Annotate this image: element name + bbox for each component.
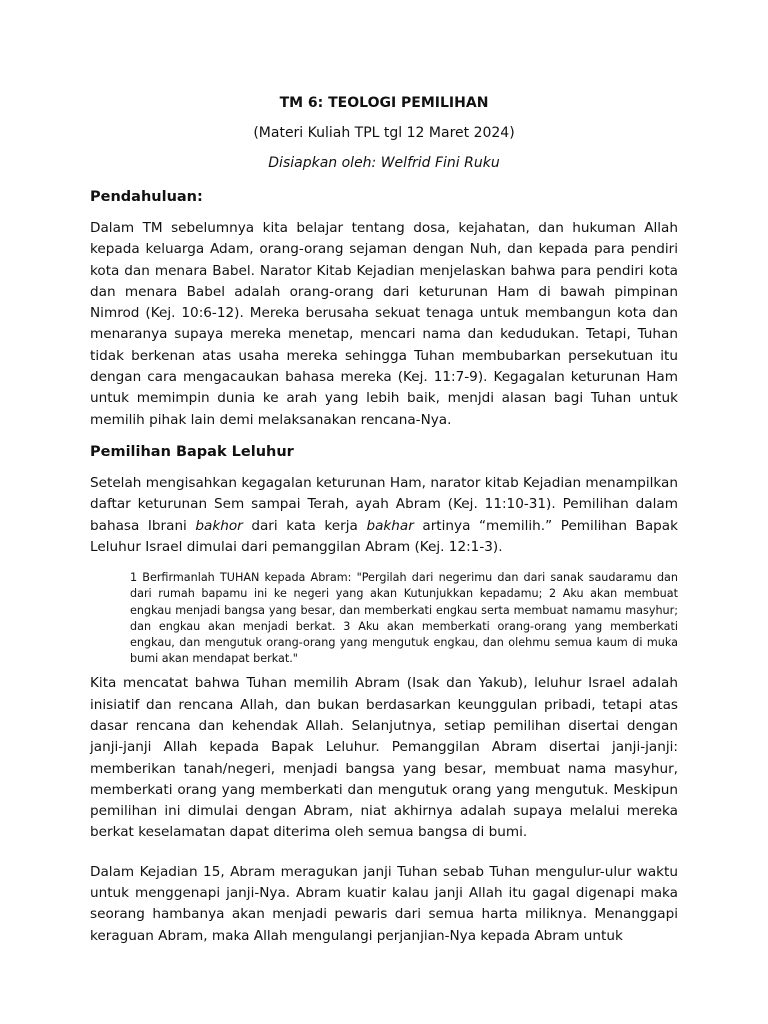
intro-text-2: dari kata kerja xyxy=(242,517,367,534)
term-bakhor: bakhor xyxy=(195,517,243,534)
paragraph-pemilihan-intro xyxy=(90,473,678,558)
document-title: TM 6: TEOLOGI PEMILIHAN xyxy=(279,95,489,111)
paragraph-pendahuluan: Dalam TM sebelumnya kita belajar tentang dosa, kejahatan, dan hukuman Allah kepada keluarga Adam, orang-orang sejaman dengan Nuh, dan kepada para pendiri kota dan menara Babel. Narator Kitab Kejadian menjelaskan bahwa para pendiri kota dan menara Babel adalah orang-orang dari keturunan Ham di bawah pimpinan Nimrod (Kej. 10:6-12). Mereka berusaha sekuat tenaga untuk membangun kota dan menaranya supaya mereka menetap, mencari nama dan kedudukan. Tetapi, Tuhan tidak berkenan atas usaha mereka sehingga Tuhan membubarkan persekutuan itu dengan cara mengacaukan bahasa mereka (Kej. 11:7-9). Kegagalan keturunan Ham untuk memimpin dunia ke arah yang lebih baik, menjdi alasan bagi Tuhan untuk memilih pihak lain demi melaksanakan rencana-Nya. xyxy=(90,220,678,428)
paragraph-pemilihan-2: Kita mencatat bahwa Tuhan memilih Abram (Isak dan Yakub), leluhur Israel adalah inisiatif dan rencana Allah, dan bukan berdasarkan keunggulan pribadi, tetapi atas dasar rencana dan kehendak Allah. Selanjutnya, setiap pemilihan disertai dengan janji-janji Allah kepada Bapak Leluhur. Pemanggilan Abram disertai janji-janji: memberikan tanah/negeri, menjadi bangsa yang besar, membuat nama masyhur, memberkati orang yang memberkati dan mengutuk orang yang mengutuk. Meskipun pemilihan ini dimulai dengan Abram, niat akhirnya adalah supaya melalui mereka berkat keselamatan dapat diterima oleh semua bangsa di bumi. xyxy=(90,675,678,841)
document-page xyxy=(90,92,678,957)
document-author: Disiapkan oleh: Welfrid Fini Ruku xyxy=(268,155,500,171)
section-heading-pemilihan: Pemilihan Bapak Leluhur xyxy=(90,443,294,460)
document-subtitle: (Materi Kuliah TPL tgl 12 Maret 2024) xyxy=(253,125,515,141)
term-bakhar: bakhar xyxy=(366,517,414,534)
scripture-quote: 1 Berfirmanlah TUHAN kepada Abram: "Pergilah dari negerimu dan dari sanak saudaramu dan dari rumah bapamu ini ke negeri yang akan Kutunjukkan kepadamu; 2 Aku akan membuat engkau menjadi bangsa yang besar, dan memberkati engkau serta membuat namamu masyhur; dan engkau akan menjadi berkat. 3 Aku akan memberkati orang-orang yang memberkati engkau, dan mengutuk orang-orang yang mengutuk engkau, dan olehmu semua kaum di muka bumi akan mendapat berkat." xyxy=(130,571,678,666)
intro-text-3: artinya “memilih.” Pemilihan Bapak Leluhur Israel dimulai dari pemanggilan Abram (Kej. 12:1-3). xyxy=(90,517,678,555)
intro-text-1: Setelah mengisahkan kegagalan keturunan Ham, narator kitab Kejadian menampilkan daftar keturunan Sem sampai Terah, ayah Abram (Kej. 11:10-31). Pemilihan dalam bahasa Ibrani xyxy=(90,474,678,534)
paragraph-pemilihan-3: Dalam Kejadian 15, Abram meragukan janji Tuhan sebab Tuhan mengulur-ulur waktu untuk menggenapi janji-Nya. Abram kuatir kalau janji Allah itu gagal digenapi maka seorang hambanya akan menjadi pewaris dari semua harta miliknya. Menanggapi keraguan Abram, maka Allah mengulangi perjanjian-Nya kepada Abram untuk xyxy=(90,863,678,944)
section-heading-pendahuluan: Pendahuluan: xyxy=(90,189,203,205)
